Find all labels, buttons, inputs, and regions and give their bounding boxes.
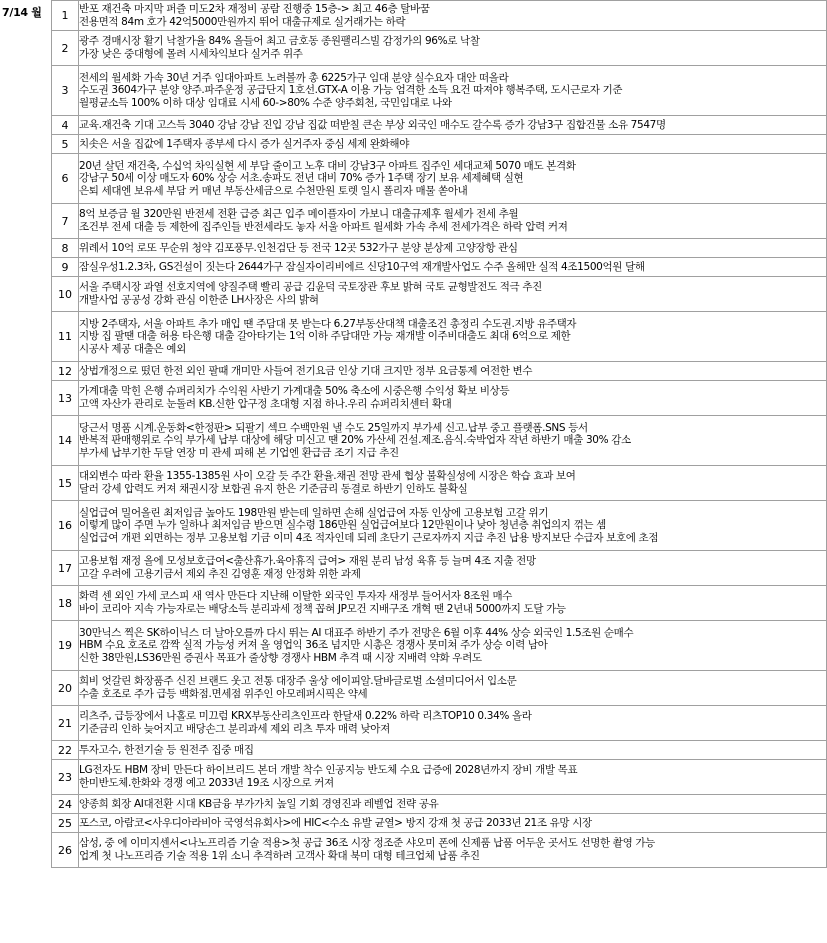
item-number: 11: [52, 312, 79, 362]
item-number: 12: [52, 362, 79, 381]
headline-line: 기준금리 인하 늦어지고 배당손그 분리과세 제외 리츠 투자 매력 낮아져: [79, 723, 390, 735]
headline-line: 상법개정으로 떴던 한전 외인 팔때 개미만 사들여 전기요금 인상 기대 크지만 정부 요금통제 여전한 변수: [79, 364, 533, 377]
headline-line: LG전자도 HBM 장비 만든다 하이브리드 본더 개발 착수 인공지능 반도체 수요 급증에 2028년까지 장비 개발 목표: [79, 764, 578, 777]
headline-cell: [79, 239, 827, 258]
headline-line: 가계대출 막힌 은행 슈퍼리치가 수익원 사반기 가계대출 50% 축소에 시중은행 수익성 확보 비상등: [79, 385, 510, 398]
item-number: 21: [52, 706, 79, 741]
item-number: 14: [52, 416, 79, 466]
headline-line: 투자고수, 한전기술 등 원전주 집중 매집: [79, 743, 254, 756]
headline-cell: [79, 258, 827, 277]
table-row: [52, 116, 827, 135]
headline-line: 반포 재건축 마지막 퍼즐 미도2차 재정비 공람 진행중 15층-> 최고 46층 탈바꿈: [79, 2, 430, 15]
headline-line: 강남구 50세 이상 매도자 60% 상승 서초.송파도 전년 대비 70% 증가 1주택 장기 보유 세제혜택 실현: [79, 172, 524, 185]
headline-cell: [79, 741, 827, 760]
table-row: [52, 671, 827, 706]
table-row: [52, 258, 827, 277]
headline-cell: [79, 551, 827, 586]
headline-cell: [79, 416, 827, 466]
headline-line: 치솟은 서울 집값에 1주택자 종부세 다시 증가 실거주자 중심 세제 완화해야: [79, 137, 409, 150]
table-row: [52, 135, 827, 154]
item-number: 22: [52, 741, 79, 760]
table-row: [52, 795, 827, 814]
headline-line: 신한 38만원,LS36만원 증권사 목표가 줄상향 경쟁사 HBM 추격 때 시장 지배력 약화 우려도: [79, 651, 482, 664]
headline-cell: [79, 362, 827, 381]
table-row: [52, 501, 827, 551]
headline-line: HBM 수요 호조로 깜짝 실적 가능성 커져 올 영업익 36조 넘지만 시총은 경쟁사 못미쳐 주가 상승 이력 남아: [79, 639, 548, 652]
item-number: 4: [52, 116, 79, 135]
item-number: 25: [52, 814, 79, 833]
headline-cell: [79, 116, 827, 135]
headline-line: 대외변수 따라 환율 1355-1385원 사이 오갈 듯 주간 환율.채권 전망 관세 협상 불확실성에 시장은 학습 효과 보여: [79, 470, 576, 483]
table-row: [52, 1, 827, 31]
table-row: [52, 833, 827, 868]
headline-line: 30만닉스 찍은 SK하이닉스 더 날아오를까 다시 뛰는 AI 대표주 하반기 주가 전망은 6월 이후 44% 상승 외국인 1.5조원 순매수: [79, 626, 634, 639]
item-number: 18: [52, 586, 79, 621]
headline-line: 고용보험 재정 올에 모성보호급여<출산휴가.육아휴직 급여> 재원 분리 남성 육휴 등 늘며 4조 지출 전망: [79, 555, 536, 568]
table-row: [52, 312, 827, 362]
headline-cell: [79, 277, 827, 312]
table-row: [52, 814, 827, 833]
headline-line: 전세의 월세화 가속 30년 거주 임대아파트 노려볼까 총 6225가구 임대 분양 실수요자 대안 떠올라: [79, 71, 509, 84]
item-number: 24: [52, 795, 79, 814]
table-row: [52, 154, 827, 204]
item-number: 2: [52, 31, 79, 66]
headline-cell: [79, 814, 827, 833]
headline-cell: [79, 1, 827, 31]
item-number: 17: [52, 551, 79, 586]
item-number: 19: [52, 621, 79, 671]
news-table-body: [52, 1, 827, 868]
table-row: [52, 381, 827, 416]
item-number: 10: [52, 277, 79, 312]
table-row: [52, 239, 827, 258]
headline-line: 잠실우성1.2.3차, GS건설이 짓는다 2644가구 잠실자이리비에르 신당10구역 재개발사업도 수주 올해만 실적 4조1500억원 달해: [79, 260, 645, 273]
headline-line: 위례서 10억 로또 무순위 청약 김포풍무.인천검단 등 전국 12곳 532가구 분양 분상제 고양장항 관심: [79, 241, 518, 254]
headline-line: 광주 경매시장 활기 낙찰가율 84% 올들어 최고 금호동 종원팰리스빌 감정가의 96%로 낙찰: [79, 35, 480, 48]
table-row: [52, 204, 827, 239]
item-number: 23: [52, 760, 79, 795]
headline-line: 달러 강세 압력도 커져 채권시장 보합권 유지 한은 기준금리 동결로 하반기 인하도 불확실: [79, 483, 468, 495]
headline-line: 한미반도체.한화와 경쟁 예고 2033년 19조 시장으로 커져: [79, 777, 334, 789]
headline-cell: [79, 381, 827, 416]
headline-line: 반복적 판매행위로 수익 부가세 납부 대상에 해당 미신고 땐 20% 가산세 건설.제조.음식.숙박업자 작년 하반기 매출 30% 감소: [79, 434, 631, 447]
headline-line: 고액 자산가 관리로 눈돌려 KB.신한 압구정 초대형 지점 하나.우리 슈퍼리치센터 확대: [79, 398, 452, 410]
headline-line: 수출 호조로 주가 급등 백화점.면세점 위주인 아모레퍼시픽은 약세: [79, 688, 368, 700]
headline-line: 부가세 납부기한 두달 연장 미 관세 피해 본 기업엔 환급금 조기 지급 추진: [79, 446, 399, 459]
headline-line: 20년 살던 재건축, 수십억 차익실현 세 부담 줄이고 노후 대비 강남3구 아파트 집주인 세대교체 5070 매도 본격화: [79, 159, 576, 172]
headline-line: 바이 코리아 지속 가능자로는 배당소득 분리과세 정책 꼽혀 JP모건 지배구조 개혁 땐 2년내 5000까지 도달 가능: [79, 603, 566, 615]
headline-cell: [79, 66, 827, 116]
item-number: 16: [52, 501, 79, 551]
headline-line: 조건부 전세 대출 등 제한에 집주인들 반전세라도 놓자 서울 아파트 월세화 가속 추세 전세가격은 하락 압력 커져: [79, 221, 568, 233]
table-row: [52, 277, 827, 312]
headline-cell: [79, 135, 827, 154]
headline-cell: [79, 833, 827, 868]
news-table: [51, 0, 827, 868]
headline-line: 지방 집 팔땐 대출 허용 타은행 대출 갈아타기는 1억 이하 주담대만 가능 재개발 이주비대출도 최대 6억으로 제한: [79, 330, 571, 343]
table-row: [52, 760, 827, 795]
table-row: [52, 66, 827, 116]
headline-line: 삼성, 중 에 이미지센서<나노프리즘 기술 적용>첫 공급 36조 시장 정조준 샤오미 폰에 신제품 납품 어두운 곳서도 선명한 촬영 가능: [79, 837, 655, 850]
item-number: 5: [52, 135, 79, 154]
headline-line: 이렇게 많이 주면 누가 일하나 최저임금 받으면 실수령 186만원 실업급여보다 12만원이나 낮아 청년층 취업의지 꺾는 셈: [79, 519, 606, 532]
headline-cell: [79, 671, 827, 706]
table-row: [52, 706, 827, 741]
headline-line: 양종희 회장 AI대전환 시대 KB금융 부가가치 높일 기회 경영진과 레벨업 전략 공유: [79, 797, 439, 810]
table-row: [52, 741, 827, 760]
headline-cell: [79, 312, 827, 362]
headline-cell: [79, 154, 827, 204]
item-number: 1: [52, 1, 79, 31]
headline-line: 교육.재건축 기대 고스득 3040 강남 강남 진입 강남 집값 떠받칠 큰손 부상 외국인 매수도 갈수록 증가 강남3구 집합건물 소유 7547명: [79, 118, 666, 131]
item-number: 20: [52, 671, 79, 706]
item-number: 6: [52, 154, 79, 204]
table-row: [52, 466, 827, 501]
headline-cell: [79, 760, 827, 795]
headline-line: 전용면적 84m 호가 42억5000만원까지 뛰어 대출규제로 실거래가는 하락: [79, 15, 406, 28]
headline-line: 업계 첫 나노프리즘 기술 적용 1위 소니 추격하려 고객사 확대 북미 대형 테크업체 납품 추진: [79, 850, 480, 862]
item-number: 9: [52, 258, 79, 277]
headline-line: 은퇴 세대엔 보유세 부담 커 매년 부동산세금으로 수천만원 토렛 일시 폴리자 매물 쏟아내: [79, 184, 468, 197]
table-row: [52, 551, 827, 586]
headline-line: 시공사 제공 대출은 예외: [79, 342, 186, 355]
table-row: [52, 31, 827, 66]
headline-line: 희비 엇갈린 화장품주 신진 브랜드 웃고 전통 대장주 울상 에이피알.달바글로벌 소셜미디어서 입소문: [79, 675, 517, 688]
headline-line: 포스코, 아람코<사우디아라비아 국영석유회사>에 HIC<수소 유발 균열> 방지 강재 첫 공급 2033년 21조 유망 시장: [79, 816, 592, 829]
headline-cell: [79, 204, 827, 239]
headline-line: 실업급여 밀어올린 최저임금 높아도 198만원 받는데 일하면 손해 실업급여 자동 인상에 고용보험 고갈 위기: [79, 506, 549, 519]
headline-line: 수도권 3604가구 분양 양주.파주운정 공급단지 1호선.GTX-A 이용 가능 엄격한 소득 요건 따져야 행복주택, 도시근로자 기준: [79, 84, 623, 97]
headline-cell: [79, 706, 827, 741]
headline-line: 당근서 명품 시계.운동화<한정판> 되팔기 섹므 수백만원 낼 수도 25일까지 부가세 신고.납부 중고 플랫폼.SNS 등서: [79, 421, 588, 434]
headline-line: 지방 2주택자, 서울 아파트 추가 매입 땐 주담대 못 받는다 6.27부동산대책 대출조건 총정리 수도권.지방 유주택자: [79, 317, 577, 330]
item-number: 7: [52, 204, 79, 239]
headline-line: 서울 주택시장 과열 선호지역에 양질주택 빨리 공급 김윤덕 국토장관 후보 밝혀 국토 균형발전도 적극 추진: [79, 281, 542, 294]
item-number: 8: [52, 239, 79, 258]
item-number: 26: [52, 833, 79, 868]
item-number: 3: [52, 66, 79, 116]
headline-line: 가장 낮은 중대형에 몰려 시세차익보다 실거주 위주: [79, 48, 303, 60]
headline-cell: [79, 621, 827, 671]
headline-cell: [79, 466, 827, 501]
headline-cell: [79, 501, 827, 551]
headline-line: 8억 보증금 월 320만원 반전세 전환 급증 최근 입주 메이플자이 가보니 대출규제후 월세가 전세 추월: [79, 208, 519, 221]
item-number: 13: [52, 381, 79, 416]
table-row: [52, 621, 827, 671]
table-row: [52, 586, 827, 621]
item-number: 15: [52, 466, 79, 501]
date-label: 7/14 월: [2, 6, 42, 19]
table-row: [52, 362, 827, 381]
headline-line: 리츠주, 급등장에서 나홀로 미끄럼 KRX부동산리츠인프라 한달새 0.22% 하락 리츠TOP10 0.34% 올라: [79, 710, 532, 723]
headline-line: 월평균소득 100% 이하 대상 임대료 시세 60->80% 수준 양주회천, 국민임대로 나와: [79, 96, 452, 109]
table-row: [52, 416, 827, 466]
headline-cell: [79, 795, 827, 814]
headline-cell: [79, 586, 827, 621]
headline-cell: [79, 31, 827, 66]
headline-line: 개발사업 공공성 강화 관심 이한준 LH사장은 사의 밝혀: [79, 294, 319, 306]
date-column: [0, 0, 51, 943]
headline-line: 고갈 우려에 고용기금서 제외 추진 김영훈 재정 안정화 위한 과제: [79, 568, 361, 580]
headline-line: 실업급여 개편 외면하는 정부 고용보험 기금 이미 4조 적자인데 되레 초단기 근로자까지 지급 추진 납용 방지보단 수급자 보호에 초점: [79, 531, 659, 544]
headline-line: 화력 센 외인 가세 코스피 새 역사 만든다 지난해 이탈한 외국인 투자자 새정부 들어서자 8조원 매수: [79, 590, 513, 603]
